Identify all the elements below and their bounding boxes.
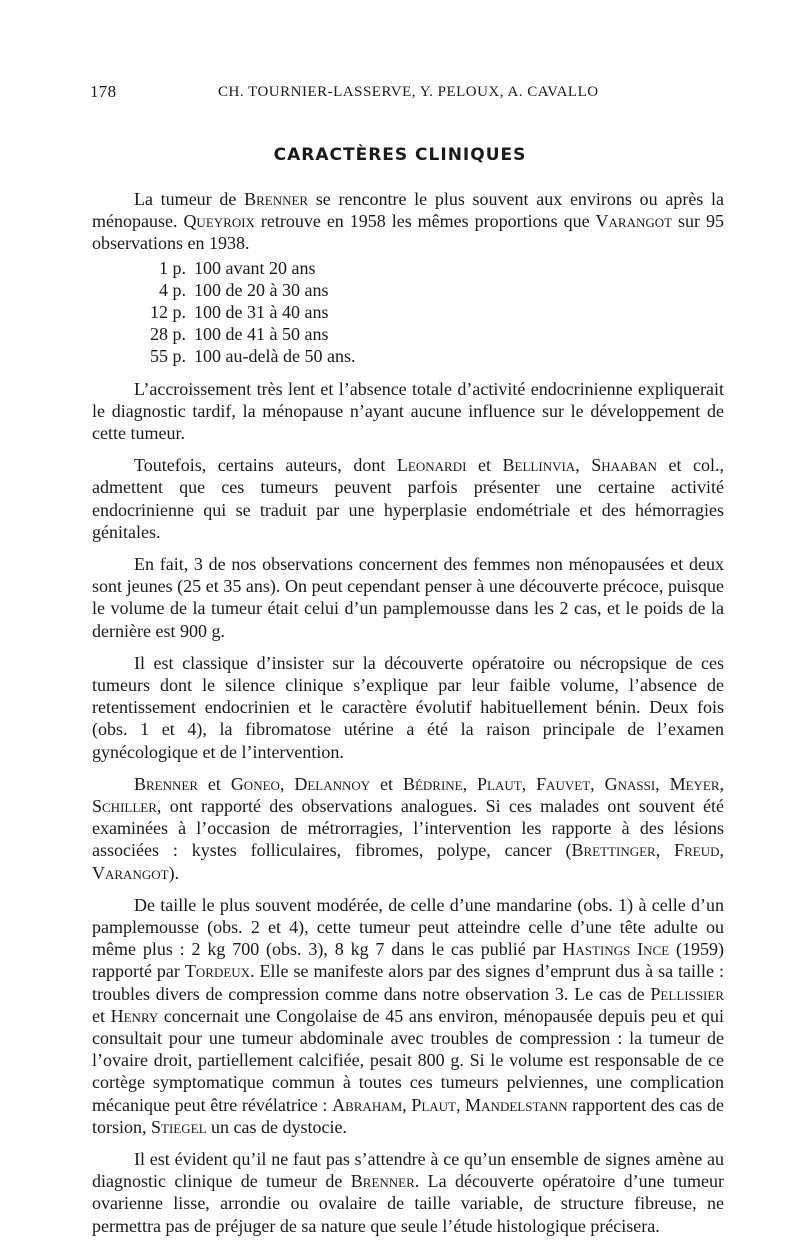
paragraph-evident: Il est évident qu’il ne faut pas s’attendre à ce qu’un ensemble de signes amène au diagnostic clinique de tumeur de Brenner. La découverte opératoire d’une tumeur ovarienne lisse, arrondie ou ovalaire de taille variable, de structure fibreuse, ne permettra pas de préjuger de sa nature que seule l’étude histologique précisera. [92, 1149, 724, 1236]
paragraph-intro: La tumeur de Brenner se rencontre le plus souvent aux environs ou après la ménopause. Queyroix retrouve en 1958 les mêmes proportions que Varangot sur 95 observations en 1938. [92, 189, 725, 254]
age-statistics-list [92, 257, 724, 368]
running-head-authors: CH. TOURNIER-LASSERVE, Y. PELOUX, A. CAVALLO [218, 84, 599, 100]
paragraph-brenner-goneo: Brenner et Goneo, Delannoy et Bédrine, Plaut, Fauvet, Gnassi, Meyer, Schiller, ont rapporté des observations analogues. Si ces malades ont souvent été examinées à l’occasion de métrorragies, l’intervention les rapporte à des lésions associées : kystes folliculaires, fibromes, polype, cancer (Brettinger, Freud, Varangot). [92, 773, 725, 883]
page-number: 178 [90, 82, 117, 101]
paragraph-classique: Il est classique d’insister sur la découverte opératoire ou nécropsique de ces tumeurs dont le silence clinique s’explique par leur faible volume, l’absence de retentissement endocrinien et le caractère évolutif habituellement bénin. Deux fois (obs. 1 et 4), la fibromatose utérine a été la raison principale de l’examen gynécologique et de l’intervention. [92, 652, 724, 762]
paragraph-accroissement: L’accroissement très lent et l’absence totale d’activité endocrinienne expliquerait le diagnostic tardif, la ménopause n’ayant aucune influence sur le développement de cette tumeur. [92, 378, 724, 443]
author-ref: Varangot [595, 211, 673, 232]
author-ref: Queyroix [183, 211, 255, 232]
paragraph-en-fait: En fait, 3 de nos observations concernent des femmes non ménopausées et deux sont jeunes (25 et 35 ans). On peut cependant penser à une découverte précoce, puisque le volume de la tumeur était celui d’un pamplemousse dans les 2 cas, et le poids de la dernière est 900 g. [92, 553, 724, 641]
paragraph-toutefois: Toutefois, certains auteurs, dont Leonardi et Bellinvia, Shaaban et col., admettent que ces tumeurs peuvent parfois présenter une certaine activité endocrinienne qui se traduit par une hyperplasie endométriale et des hémorragies génitales. [92, 455, 724, 542]
author-ref: Brenner [244, 189, 309, 209]
list-item: 28 p. 100 de 41 à 50 ans [150, 324, 329, 345]
paragraph-taille: De taille le plus souvent modérée, de celle d’une mandarine (obs. 1) à celle d’un pamplemousse (obs. 2 et 4), cette tumeur peut atteindre celle d’une tête adulte ou même plus : 2 kg 700 (obs. 3), 8 kg 7 dans le cas publié par Hastings Ince (1959) rapporté par Tordeux. Elle se manifeste alors par des signes d’emprunt dus à sa taille : troubles divers de compression comme dans notre observation 3. Le cas de Pellissier et Henry concernait une Congolaise de 45 ans environ, ménopausée depuis peu et qui consultait pour une tumeur abdominale avec troubles de compression : la tumeur de l’ovaire droit, partiellement calcifiée, pesait 800 g. Si le volume est responsable de ce cortège symptomatique commun à toutes ces tumeurs pelviennes, une complication mécanique peut être révélatrice : Abraham, Plaut, Mandelstann rapportent des cas de torsion, Stiegel un cas de dystocie. [92, 894, 725, 1137]
section-title: CARACTÈRES CLINIQUES [273, 145, 527, 165]
list-item: 55 p. 100 au-delà de 50 ans. [150, 346, 356, 367]
list-item: 4 p. 100 de 20 à 30 ans [159, 279, 329, 300]
list-item: 1 p. 100 avant 20 ans [159, 257, 316, 278]
list-item: 12 p. 100 de 31 à 40 ans [150, 301, 329, 322]
body-text [92, 188, 724, 1247]
